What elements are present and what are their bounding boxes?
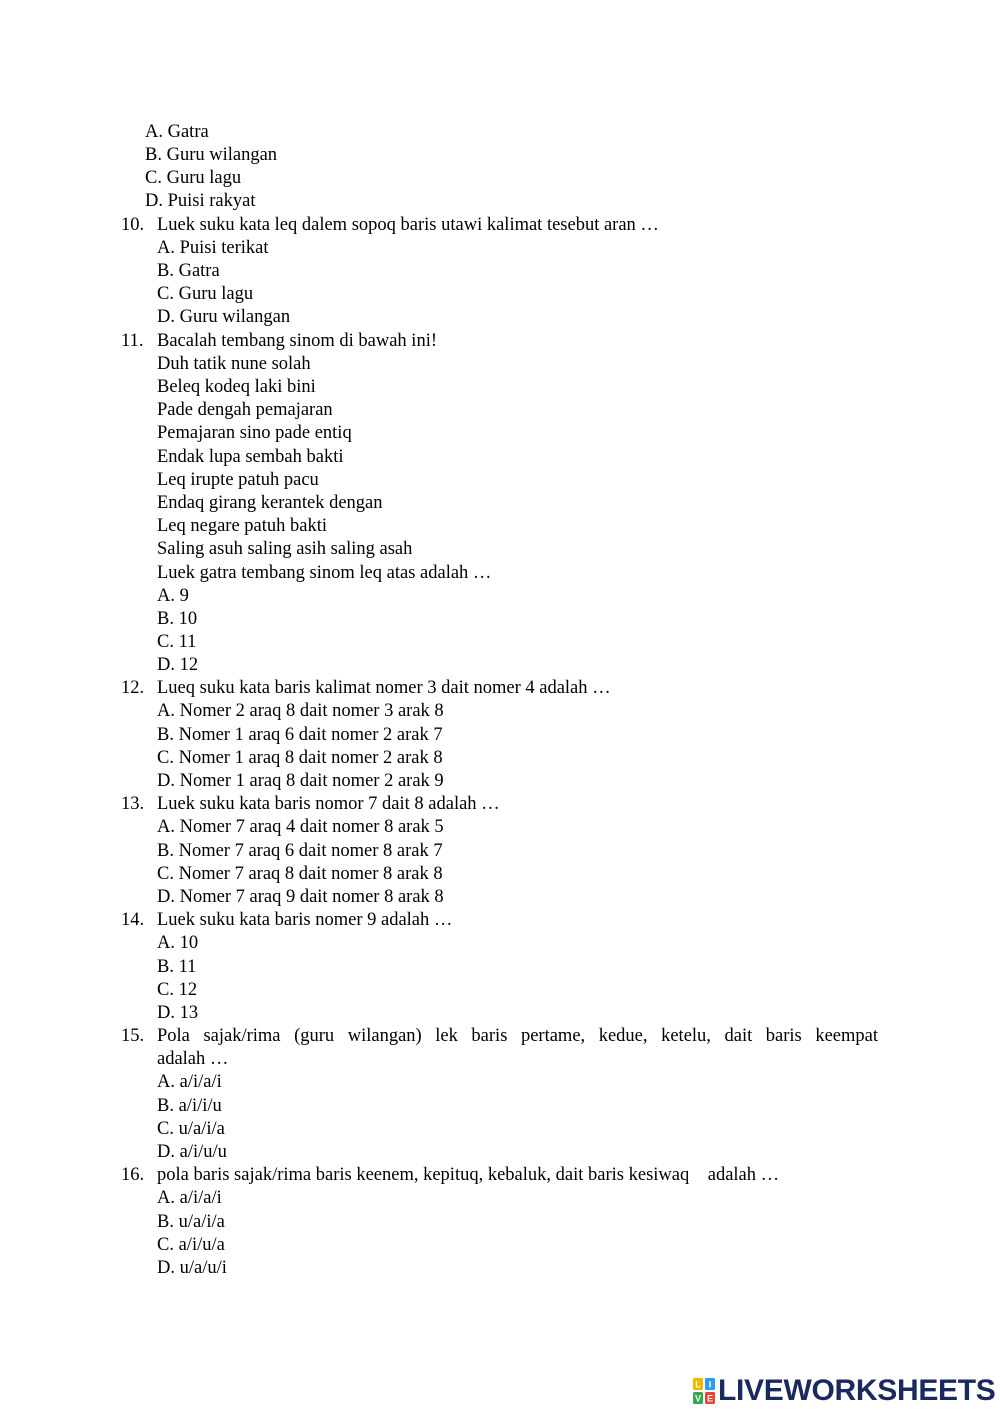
- poem-line: Beleq kodeq laki bini: [157, 377, 316, 397]
- question-14-number: 14.: [121, 910, 145, 930]
- poem-line: Pemajaran sino pade entiq: [157, 423, 352, 443]
- question-15-option-a: A. a/i/a/i: [157, 1072, 222, 1092]
- question-10-option-d: D. Guru wilangan: [157, 307, 291, 327]
- question-16-option-d: D. u/a/u/i: [157, 1258, 227, 1278]
- question-16-option-c: C. a/i/u/a: [157, 1235, 225, 1255]
- question-16-option-b: B. u/a/i/a: [157, 1212, 225, 1232]
- question-14-option-c: C. 12: [157, 980, 198, 1000]
- svg-text:I: I: [708, 1379, 712, 1390]
- liveworksheets-logo: [693, 1374, 996, 1408]
- question-14-option-d: D. 13: [157, 1003, 199, 1023]
- question-10-option-a: A. Puisi terikat: [157, 238, 269, 258]
- poem-line: Pade dengah pemajaran: [157, 400, 333, 420]
- question-11-option-b: B. 10: [157, 609, 198, 629]
- prev-option-d: D. Puisi rakyat: [145, 191, 256, 211]
- poem-line: Leq irupte patuh pacu: [157, 470, 319, 490]
- question-13-option-b: B. Nomer 7 araq 6 dait nomer 8 arak 7: [157, 841, 443, 861]
- question-10-number: 10.: [121, 215, 145, 235]
- question-15-text: Pola sajak/rima (guru wilangan) lek baris pertame, kedue, ketelu, dait baris keempat: [157, 1026, 878, 1046]
- question-16-text: pola baris sajak/rima baris keenem, kepituq, kebaluk, dait baris kesiwaq adalah …: [157, 1165, 780, 1185]
- question-12-option-a: A. Nomer 2 araq 8 dait nomer 3 arak 8: [157, 701, 444, 721]
- prev-option-a: A. Gatra: [145, 122, 209, 142]
- question-13-option-a: A. Nomer 7 araq 4 dait nomer 8 arak 5: [157, 817, 444, 837]
- question-15-option-d: D. a/i/u/u: [157, 1142, 227, 1162]
- question-10-option-b: B. Gatra: [157, 261, 220, 281]
- poem-line: Leq negare patuh bakti: [157, 516, 328, 536]
- question-10-text: Luek suku kata leq dalem sopoq baris utawi kalimat tesebut aran …: [157, 215, 659, 235]
- question-15-option-c: C. u/a/i/a: [157, 1119, 225, 1139]
- question-16-number: 16.: [121, 1165, 145, 1185]
- question-11-text: Bacalah tembang sinom di bawah ini!: [157, 331, 437, 351]
- poem-line: Duh tatik nune solah: [157, 354, 311, 374]
- question-12-option-d: D. Nomer 1 araq 8 dait nomer 2 arak 9: [157, 771, 444, 791]
- question-13-number: 13.: [121, 794, 145, 814]
- question-12-option-c: C. Nomer 1 araq 8 dait nomer 2 arak 8: [157, 748, 443, 768]
- question-12-number: 12.: [121, 678, 145, 698]
- prev-option-b: B. Guru wilangan: [145, 145, 278, 165]
- question-15-number: 15.: [121, 1026, 145, 1046]
- question-13-option-d: D. Nomer 7 araq 9 dait nomer 8 arak 8: [157, 887, 444, 907]
- question-13-option-c: C. Nomer 7 araq 8 dait nomer 8 arak 8: [157, 864, 443, 884]
- poem-line: Endaq girang kerantek dengan: [157, 493, 383, 513]
- poem-line: Saling asuh saling asih saling asah: [157, 539, 413, 559]
- question-11-number: 11.: [121, 331, 144, 351]
- question-12-text: Lueq suku kata baris kalimat nomer 3 dait nomer 4 adalah …: [157, 678, 611, 698]
- question-11-option-d: D. 12: [157, 655, 199, 675]
- prev-option-c: C. Guru lagu: [145, 168, 242, 188]
- question-11-option-a: A. 9: [157, 586, 189, 606]
- svg-text:V: V: [694, 1393, 702, 1404]
- svg-text:E: E: [706, 1393, 714, 1404]
- poem-line: Endak lupa sembah bakti: [157, 447, 344, 467]
- question-14-option-a: A. 10: [157, 933, 199, 953]
- question-14-text: Luek suku kata baris nomer 9 adalah …: [157, 910, 453, 930]
- question-15-text-continued: adalah …: [157, 1049, 229, 1069]
- svg-text:L: L: [695, 1379, 701, 1390]
- question-11-option-c: C. 11: [157, 632, 197, 652]
- question-13-text: Luek suku kata baris nomor 7 dait 8 adalah …: [157, 794, 500, 814]
- question-14-option-b: B. 11: [157, 957, 197, 977]
- liveworksheets-logo-icon: [693, 1378, 715, 1404]
- question-12-option-b: B. Nomer 1 araq 6 dait nomer 2 arak 7: [157, 725, 443, 745]
- question-10-option-c: C. Guru lagu: [157, 284, 254, 304]
- question-16-option-a: A. a/i/a/i: [157, 1188, 222, 1208]
- question-15-option-b: B. a/i/i/u: [157, 1096, 222, 1116]
- liveworksheets-logo-text: LIVEWORKSHEETS: [718, 1374, 996, 1407]
- question-11-prompt: Luek gatra tembang sinom leq atas adalah …: [157, 563, 492, 583]
